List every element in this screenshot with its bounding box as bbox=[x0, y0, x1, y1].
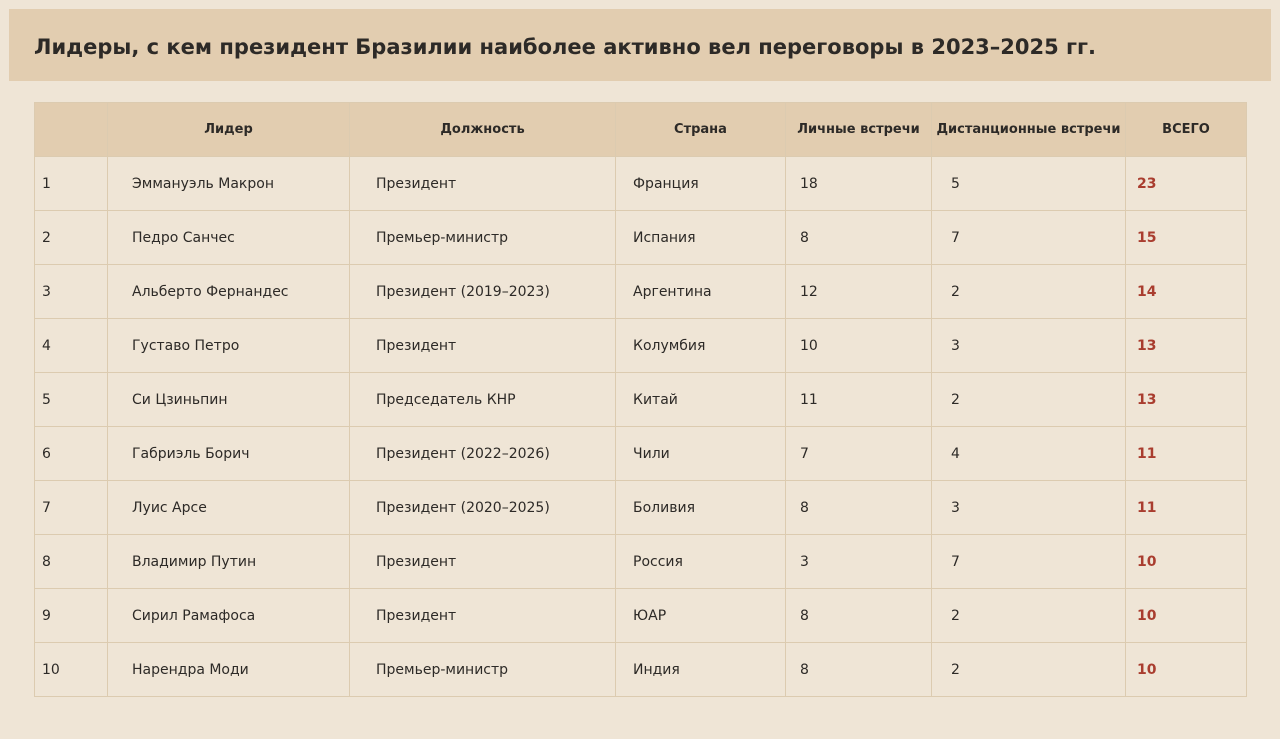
table-row bbox=[35, 589, 1247, 643]
cell-leader: Альберто Фернандес bbox=[108, 265, 350, 319]
cell-in-person: 8 bbox=[786, 589, 932, 643]
cell-rank: 10 bbox=[35, 643, 108, 697]
table-row bbox=[35, 373, 1247, 427]
cell-role: Президент bbox=[350, 319, 616, 373]
cell-remote: 2 bbox=[932, 589, 1126, 643]
cell-country: Китай bbox=[616, 373, 786, 427]
cell-role: Председатель КНР bbox=[350, 373, 616, 427]
cell-country: Индия bbox=[616, 643, 786, 697]
table-row bbox=[35, 265, 1247, 319]
cell-rank: 7 bbox=[35, 481, 108, 535]
cell-in-person: 11 bbox=[786, 373, 932, 427]
header-rank bbox=[35, 103, 108, 157]
leaders-table bbox=[34, 102, 1247, 697]
cell-leader: Эммануэль Макрон bbox=[108, 157, 350, 211]
cell-total: 10 bbox=[1126, 589, 1247, 643]
header-row bbox=[35, 103, 1247, 157]
cell-country: Чили bbox=[616, 427, 786, 481]
table-body bbox=[35, 157, 1247, 697]
table-row bbox=[35, 157, 1247, 211]
cell-leader: Педро Санчес bbox=[108, 211, 350, 265]
cell-rank: 5 bbox=[35, 373, 108, 427]
cell-leader: Нарендра Моди bbox=[108, 643, 350, 697]
header-country: Страна bbox=[616, 103, 786, 157]
cell-in-person: 8 bbox=[786, 211, 932, 265]
cell-country: Россия bbox=[616, 535, 786, 589]
header-remote: Дистанционные встречи bbox=[932, 103, 1126, 157]
cell-leader: Луис Арсе bbox=[108, 481, 350, 535]
table-row bbox=[35, 643, 1247, 697]
cell-rank: 4 bbox=[35, 319, 108, 373]
cell-remote: 2 bbox=[932, 373, 1126, 427]
cell-total: 10 bbox=[1126, 643, 1247, 697]
cell-role: Президент (2020–2025) bbox=[350, 481, 616, 535]
cell-country: Колумбия bbox=[616, 319, 786, 373]
cell-remote: 4 bbox=[932, 427, 1126, 481]
cell-total: 13 bbox=[1126, 373, 1247, 427]
table-row bbox=[35, 211, 1247, 265]
cell-total: 15 bbox=[1126, 211, 1247, 265]
cell-rank: 1 bbox=[35, 157, 108, 211]
cell-remote: 5 bbox=[932, 157, 1126, 211]
cell-total: 11 bbox=[1126, 481, 1247, 535]
cell-remote: 3 bbox=[932, 481, 1126, 535]
cell-role: Президент bbox=[350, 535, 616, 589]
header-leader: Лидер bbox=[108, 103, 350, 157]
cell-role: Президент bbox=[350, 157, 616, 211]
cell-in-person: 3 bbox=[786, 535, 932, 589]
header-in-person: Личные встречи bbox=[786, 103, 932, 157]
cell-rank: 2 bbox=[35, 211, 108, 265]
cell-role: Премьер-министр bbox=[350, 643, 616, 697]
cell-country: Аргентина bbox=[616, 265, 786, 319]
cell-rank: 6 bbox=[35, 427, 108, 481]
cell-remote: 3 bbox=[932, 319, 1126, 373]
cell-in-person: 12 bbox=[786, 265, 932, 319]
table-row bbox=[35, 481, 1247, 535]
table-row bbox=[35, 427, 1247, 481]
cell-country: ЮАР bbox=[616, 589, 786, 643]
cell-leader: Сирил Рамафоса bbox=[108, 589, 350, 643]
table-header bbox=[35, 103, 1247, 157]
cell-role: Президент (2019–2023) bbox=[350, 265, 616, 319]
cell-total: 10 bbox=[1126, 535, 1247, 589]
cell-total: 23 bbox=[1126, 157, 1247, 211]
cell-remote: 7 bbox=[932, 211, 1126, 265]
header-role: Должность bbox=[350, 103, 616, 157]
cell-remote: 7 bbox=[932, 535, 1126, 589]
cell-country: Боливия bbox=[616, 481, 786, 535]
cell-leader: Владимир Путин bbox=[108, 535, 350, 589]
cell-leader: Габриэль Борич bbox=[108, 427, 350, 481]
title-banner bbox=[9, 9, 1271, 81]
cell-in-person: 10 bbox=[786, 319, 932, 373]
page-title: Лидеры, с кем президент Бразилии наиболее активно вел переговоры в 2023–2025 гг. bbox=[34, 35, 1096, 59]
table-row bbox=[35, 319, 1247, 373]
cell-in-person: 8 bbox=[786, 481, 932, 535]
leaders-table-container bbox=[34, 102, 1246, 697]
cell-leader: Си Цзиньпин bbox=[108, 373, 350, 427]
cell-total: 14 bbox=[1126, 265, 1247, 319]
cell-remote: 2 bbox=[932, 643, 1126, 697]
header-total: ВСЕГО bbox=[1126, 103, 1247, 157]
cell-leader: Густаво Петро bbox=[108, 319, 350, 373]
cell-total: 13 bbox=[1126, 319, 1247, 373]
cell-in-person: 8 bbox=[786, 643, 932, 697]
cell-country: Франция bbox=[616, 157, 786, 211]
cell-role: Премьер-министр bbox=[350, 211, 616, 265]
cell-country: Испания bbox=[616, 211, 786, 265]
table-row bbox=[35, 535, 1247, 589]
cell-rank: 3 bbox=[35, 265, 108, 319]
cell-role: Президент (2022–2026) bbox=[350, 427, 616, 481]
cell-in-person: 18 bbox=[786, 157, 932, 211]
cell-role: Президент bbox=[350, 589, 616, 643]
cell-rank: 9 bbox=[35, 589, 108, 643]
cell-in-person: 7 bbox=[786, 427, 932, 481]
cell-rank: 8 bbox=[35, 535, 108, 589]
cell-remote: 2 bbox=[932, 265, 1126, 319]
cell-total: 11 bbox=[1126, 427, 1247, 481]
